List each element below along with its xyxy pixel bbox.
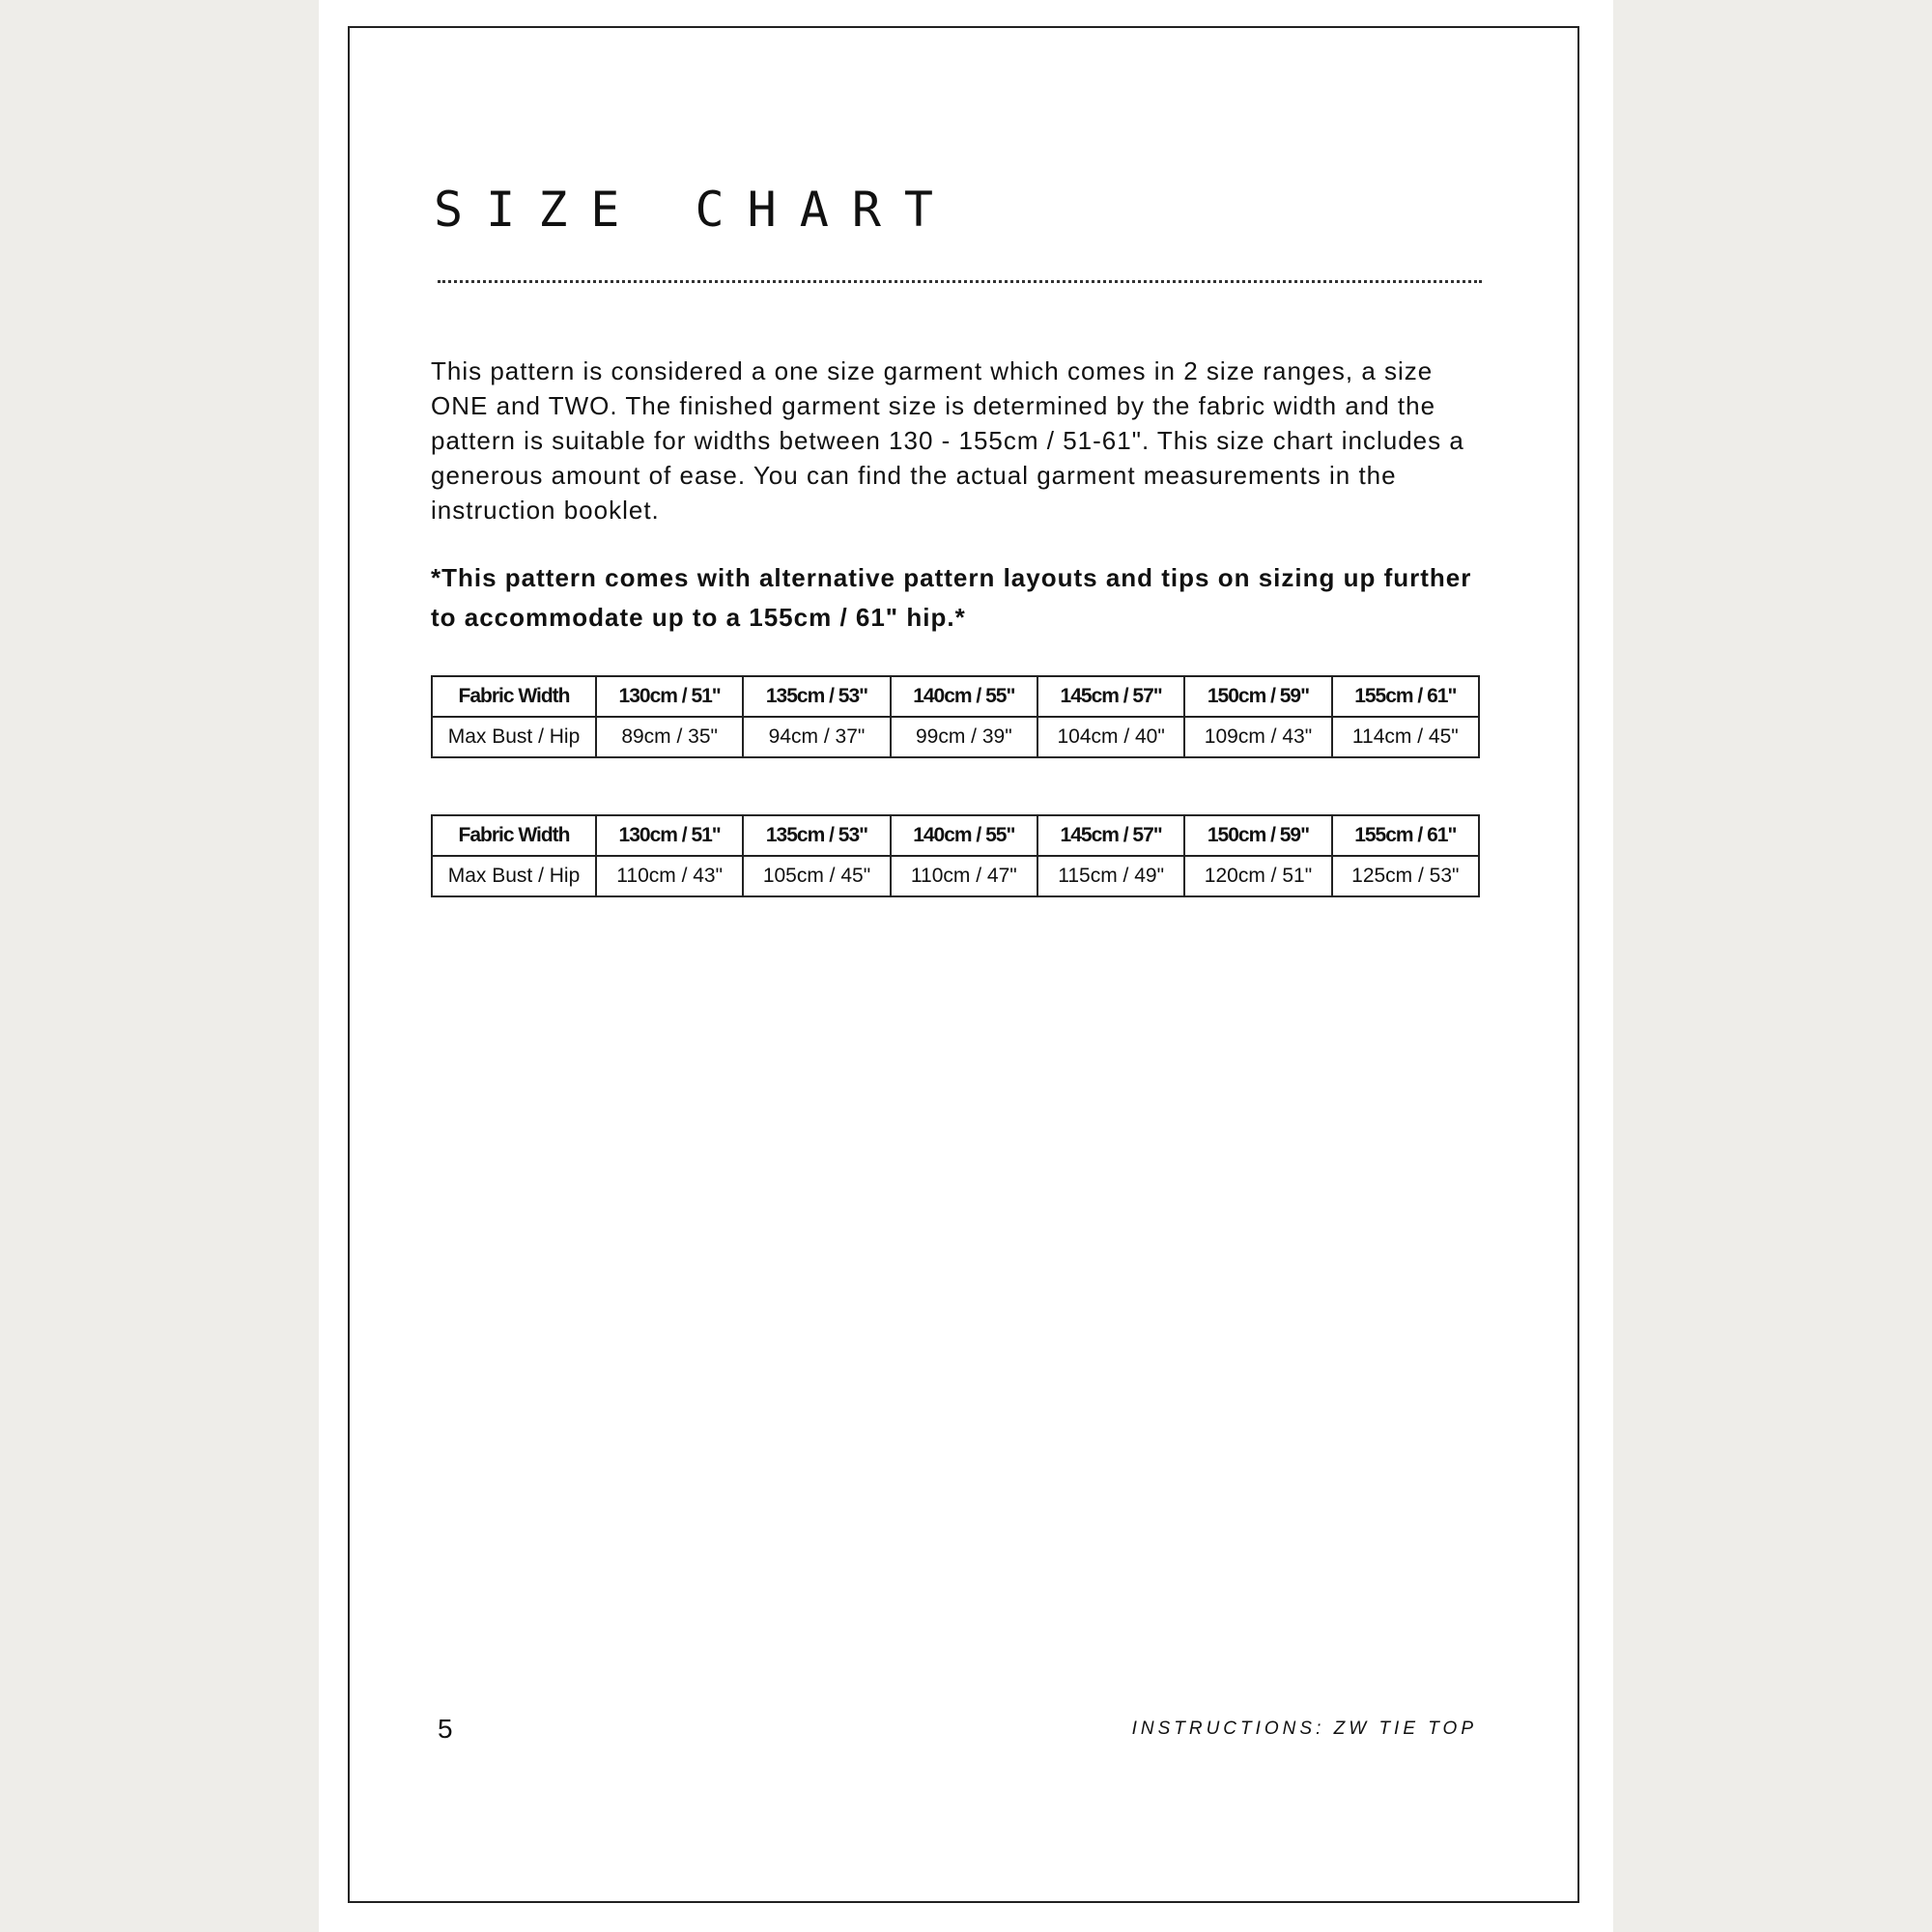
- table-cell: 115cm / 49": [1037, 856, 1184, 896]
- size-table-one: [431, 675, 1480, 758]
- table-cell: 140cm / 55": [891, 815, 1037, 856]
- table-cell: 125cm / 53": [1332, 856, 1479, 896]
- table-cell: 145cm / 57": [1037, 815, 1184, 856]
- table-header-row: [432, 815, 1479, 856]
- table-cell: 120cm / 51": [1184, 856, 1331, 896]
- sizing-note: *This pattern comes with alternative pattern layouts and tips on sizing up further to accommodate up to a 155cm / 61" hip.*: [431, 563, 1472, 632]
- table-cell: Max Bust / Hip: [432, 856, 596, 896]
- page-border: [348, 26, 1579, 1903]
- table-cell: 109cm / 43": [1184, 717, 1331, 757]
- footer-title: INSTRUCTIONS: ZW TIE TOP: [1131, 1719, 1477, 1739]
- table-row: [432, 856, 1479, 896]
- table-cell: Max Bust / Hip: [432, 717, 596, 757]
- table-cell: 114cm / 45": [1332, 717, 1479, 757]
- table-cell: 135cm / 53": [743, 676, 890, 717]
- intro-paragraph: This pattern is considered a one size garment which comes in 2 size ranges, a size ONE and TWO. The finished garment size is determined by the fabric width and the pattern is suitable for widths between 130 - 155cm / 51-61". This size chart includes a generous amount of ease. You can find the actual garment measurements in the instruction booklet.: [431, 356, 1464, 525]
- page-number: 5: [438, 1714, 453, 1744]
- table-cell: 130cm / 51": [596, 815, 743, 856]
- size-table-two: [431, 814, 1480, 897]
- table-cell: 110cm / 47": [891, 856, 1037, 896]
- table-cell: 150cm / 59": [1184, 676, 1331, 717]
- table-cell: 104cm / 40": [1037, 717, 1184, 757]
- table-cell: Fabric Width: [432, 815, 596, 856]
- table-cell: 99cm / 39": [891, 717, 1037, 757]
- table-cell: 130cm / 51": [596, 676, 743, 717]
- table-cell: 135cm / 53": [743, 815, 890, 856]
- table-row: [432, 717, 1479, 757]
- table-header-row: [432, 676, 1479, 717]
- table-cell: 105cm / 45": [743, 856, 890, 896]
- table-cell: 94cm / 37": [743, 717, 890, 757]
- table-cell: 150cm / 59": [1184, 815, 1331, 856]
- dotted-divider: [438, 280, 1482, 283]
- table-cell: 140cm / 55": [891, 676, 1037, 717]
- table-cell: 155cm / 61": [1332, 815, 1479, 856]
- table-cell: 145cm / 57": [1037, 676, 1184, 717]
- table-cell: 110cm / 43": [596, 856, 743, 896]
- table-cell: 155cm / 61": [1332, 676, 1479, 717]
- table-cell: 89cm / 35": [596, 717, 743, 757]
- table-cell: Fabric Width: [432, 676, 596, 717]
- page-title: SIZE CHART: [434, 182, 957, 238]
